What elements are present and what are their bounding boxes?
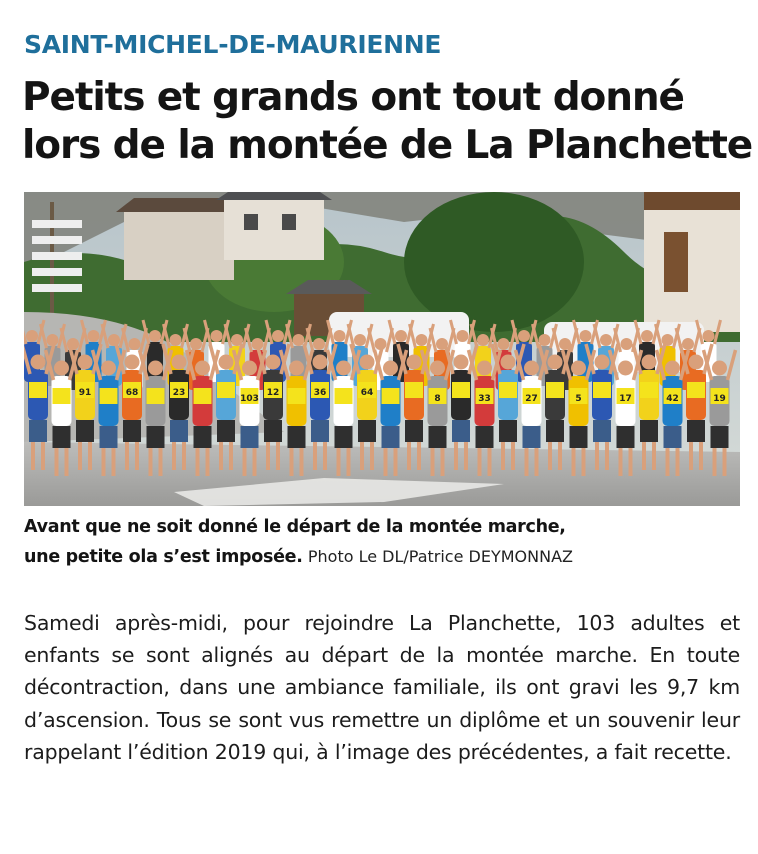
large-tree [404, 192, 584, 332]
bib-number: 64 [360, 388, 374, 398]
bib-number: 23 [172, 388, 186, 398]
bib-number: 8 [434, 394, 441, 404]
caption-text: une petite ola s’est imposée. [24, 547, 303, 567]
race-bib [640, 382, 658, 398]
article-body: Samedi après-midi, pour rejoindre La Planchette, 103 adultes et enfants se sont alignés au départ de la montée marche. En toute décontraction, dans une ambiance familiale, ils ont gravi les 9,7 km d’ascension. Tous se sont vus remettre un diplôme et un souvenir leur rappelant l’édition 2019 qui, à l’image des précédentes, a fait recette. [24, 611, 740, 764]
race-bib [194, 388, 212, 404]
chalet-roof [644, 192, 740, 210]
photo-caption [24, 513, 740, 572]
race-bib [100, 388, 118, 404]
sign-board [32, 284, 82, 292]
race-bib [53, 388, 71, 404]
house-left [124, 210, 234, 280]
bib-number: 42 [666, 394, 679, 404]
bib-number: 27 [525, 394, 538, 404]
headline-line-2: lors de la montée de La Planchette [22, 123, 753, 168]
bib-number: 17 [619, 394, 632, 404]
caption-line-2 [24, 542, 740, 572]
caption-line-1: Avant que ne soit donné le départ de la montée marche, [24, 517, 566, 537]
bib-number: 103 [240, 394, 259, 404]
bib-number: 19 [713, 394, 726, 404]
race-bib [147, 388, 165, 404]
race-bib [593, 382, 611, 398]
sign-board [32, 268, 82, 276]
article-kicker: SAINT-MICHEL-DE-MAURIENNE [24, 30, 442, 59]
race-bib [405, 382, 423, 398]
race-bib [499, 382, 517, 398]
window [244, 214, 258, 230]
sign-board [32, 236, 82, 244]
race-bib [452, 382, 470, 398]
race-bib [217, 382, 235, 398]
race-bib [382, 388, 400, 404]
photo-credit: Photo Le DL/Patrice DEYMONNAZ [307, 547, 573, 566]
bib-number: 36 [313, 388, 327, 398]
roof-left [116, 198, 242, 212]
sign-board [32, 252, 82, 260]
roof-center [216, 192, 332, 200]
bib-number: 12 [266, 388, 280, 398]
bib-number: 68 [125, 388, 139, 398]
race-bib [288, 388, 306, 404]
article-headline [22, 74, 753, 170]
headline-line-1: Petits et grands ont tout donné [22, 75, 684, 120]
window [282, 214, 296, 230]
sign-board [32, 220, 82, 228]
chalet-door [664, 232, 688, 292]
house-center [224, 198, 324, 260]
race-bib [687, 382, 705, 398]
chalet-right [644, 192, 740, 332]
bib-number: 33 [478, 394, 491, 404]
bib-number: 5 [575, 394, 582, 404]
race-bib [546, 382, 564, 398]
race-bib [29, 382, 47, 398]
article-photo [24, 192, 740, 506]
race-bib [335, 388, 353, 404]
photo-scene [24, 192, 740, 506]
bib-number: 91 [78, 388, 92, 398]
